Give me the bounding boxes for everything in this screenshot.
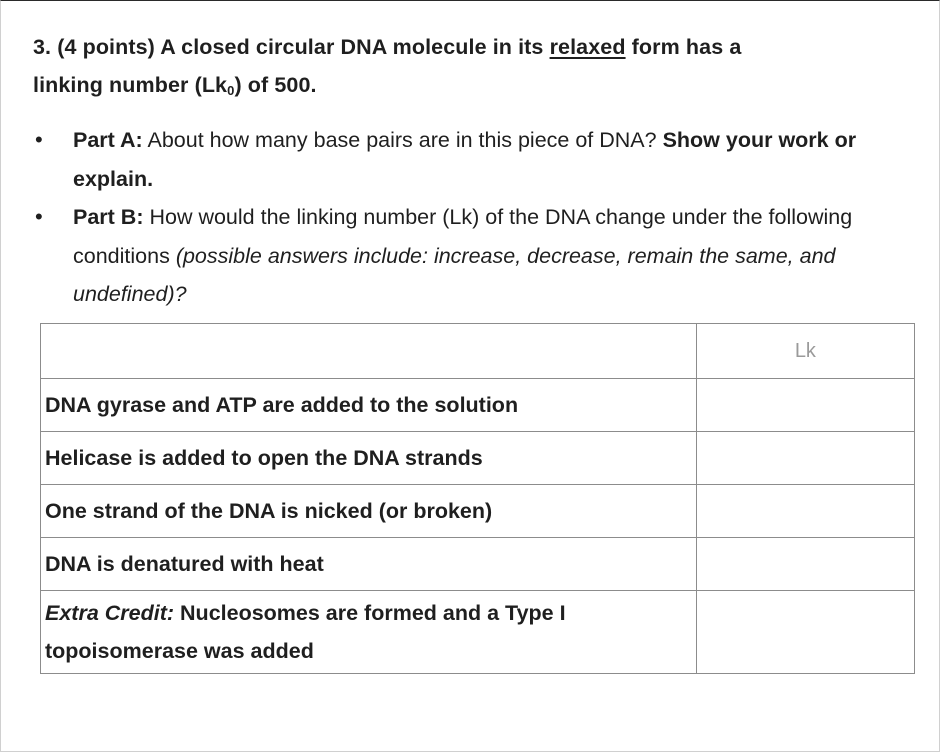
extra-credit-label: Extra Credit: xyxy=(45,601,175,625)
extra-credit-cell xyxy=(41,591,697,674)
condition-cell: Helicase is added to open the DNA strands xyxy=(41,432,697,485)
part-b-italic: (possible answers include: increase, decrease, remain the same, and undefined)? xyxy=(73,243,836,306)
table-row-extra-credit xyxy=(41,591,915,674)
table-row xyxy=(41,485,915,538)
answer-table xyxy=(40,323,915,674)
table-row xyxy=(41,538,915,591)
lk-answer-cell[interactable] xyxy=(696,538,914,591)
lk-subscript: 0 xyxy=(227,83,235,98)
table-row xyxy=(41,432,915,485)
parts-list xyxy=(35,121,915,314)
condition-cell: DNA gyrase and ATP are added to the solution xyxy=(41,379,697,432)
table-row xyxy=(41,379,915,432)
question-heading xyxy=(33,28,913,110)
question-line2-end: ) of 500. xyxy=(234,73,317,97)
header-lk-cell: Lk xyxy=(696,324,914,379)
lk-answer-cell[interactable] xyxy=(696,591,914,674)
extra-credit-line2: topoisomerase was added xyxy=(45,639,314,663)
lk-answer-cell[interactable] xyxy=(696,485,914,538)
question-number: 3. (4 points) xyxy=(33,35,155,59)
condition-cell: One strand of the DNA is nicked (or broken) xyxy=(41,485,697,538)
part-b-text: How would the linking number (Lk) of the DNA change under the following conditions xyxy=(73,205,853,268)
part-a-text: About how many base pairs are in this piece of DNA? xyxy=(147,128,657,152)
part-a-emphasis: Show your work or explain. xyxy=(73,128,857,191)
condition-cell: DNA is denatured with heat xyxy=(41,538,697,591)
part-a-label: Part A: xyxy=(73,128,143,152)
extra-credit-line1: Nucleosomes are formed and a Type I xyxy=(180,601,566,625)
part-b xyxy=(35,198,915,314)
underlined-word: relaxed xyxy=(549,35,626,59)
header-condition-cell xyxy=(41,324,697,379)
part-a xyxy=(35,121,915,198)
question-line2: linking number (Lk xyxy=(33,73,228,97)
bullet: • xyxy=(35,127,43,152)
question-text-cont: form has a xyxy=(631,35,742,59)
lk-answer-cell[interactable] xyxy=(696,432,914,485)
bullet: • xyxy=(35,204,43,229)
question-text: A closed circular DNA molecule in its xyxy=(160,35,544,59)
table-header-row xyxy=(41,324,915,379)
lk-answer-cell[interactable] xyxy=(696,379,914,432)
part-b-label: Part B: xyxy=(73,205,144,229)
